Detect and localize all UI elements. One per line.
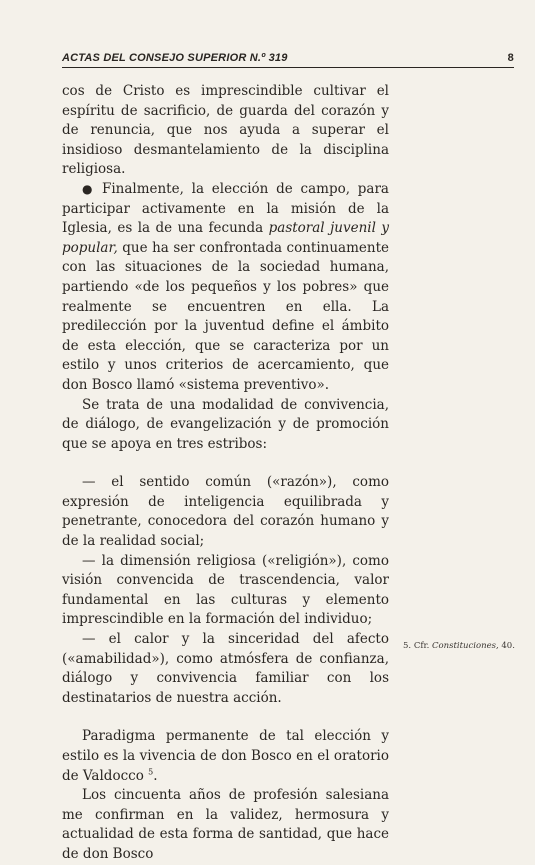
paragraph-4-text: Paradigma permanente de tal elección y estilo es la vivencia de don Bosco en el oratorio de Valdocco <box>62 728 389 784</box>
footnote <box>403 641 515 651</box>
bullet-icon: ● <box>82 181 96 196</box>
paragraph-5: Los cincuenta años de profesión salesiana me confirman en la validez, hermosura y actualidad de esta forma de santidad, que hace de don Bosco <box>62 787 389 862</box>
paragraph-4 <box>62 727 389 786</box>
running-header <box>62 52 514 64</box>
paragraph-2-italic: pastoral juvenil y popular, <box>62 220 389 256</box>
spacer <box>62 708 389 727</box>
paragraph-3: Se trata de una modalidad de convivencia, de diálogo, de evangelización y de promoción que se apoya en tres estribos: <box>62 396 389 452</box>
footnote-number: 5. <box>403 641 412 651</box>
header-title: ACTAS DEL CONSEJO SUPERIOR N.º 319 <box>62 52 288 64</box>
page-number: 8 <box>507 52 514 64</box>
paragraph-2-start: Finalmente, la elección de campo, para participar activamente en la misión de la Iglesia, es la de una fecunda <box>62 180 389 237</box>
paragraph-1: cos de Cristo es imprescindible cultivar el espíritu de sacrificio, de guarda del corazón y de renuncia, que nos ayuda a superar el insidioso desmantelamiento de la disciplina religiosa. <box>62 83 389 178</box>
paragraph-2-end: que ha ser confrontada continuamente con las situaciones de la sociedad humana, partiendo «de los pequeños y los pobres» que realmente se encuentren en ella. La predilección por la juventud define el ámbito de esta elección, que se caracteriza por un estilo y unos criterios de acercamiento, que don Bosco llamó «sistema preventivo». <box>62 239 389 393</box>
spacer <box>62 454 389 473</box>
footnote-ref-number: 40. <box>501 641 515 651</box>
list-item-2: — la dimensión religiosa («religión»), como visión convencida de trascendencia, valor fundamental en las culturas y elemento imprescindible en la formación del individuo; <box>62 552 389 628</box>
paragraph-2 <box>62 180 389 396</box>
footnote-title: Constituciones, <box>432 641 499 651</box>
list-item-1: — el sentido común («razón»), como expresión de inteligencia equilibrada y penetrante, conocedora del corazón humano y de la realidad social; <box>62 474 389 550</box>
main-text <box>62 82 389 865</box>
list-item-3: — el calor y la sinceridad del afecto («amabilidad»), como atmósfera de confianza, diálogo y convivencia familiar con los destinatarios de nuestra acción. <box>62 631 389 706</box>
header-rule <box>62 67 514 68</box>
footnote-prefix: Cfr. <box>413 641 430 651</box>
paragraph-4-end: . <box>153 767 158 784</box>
footnote-ref: 5 <box>148 767 154 777</box>
